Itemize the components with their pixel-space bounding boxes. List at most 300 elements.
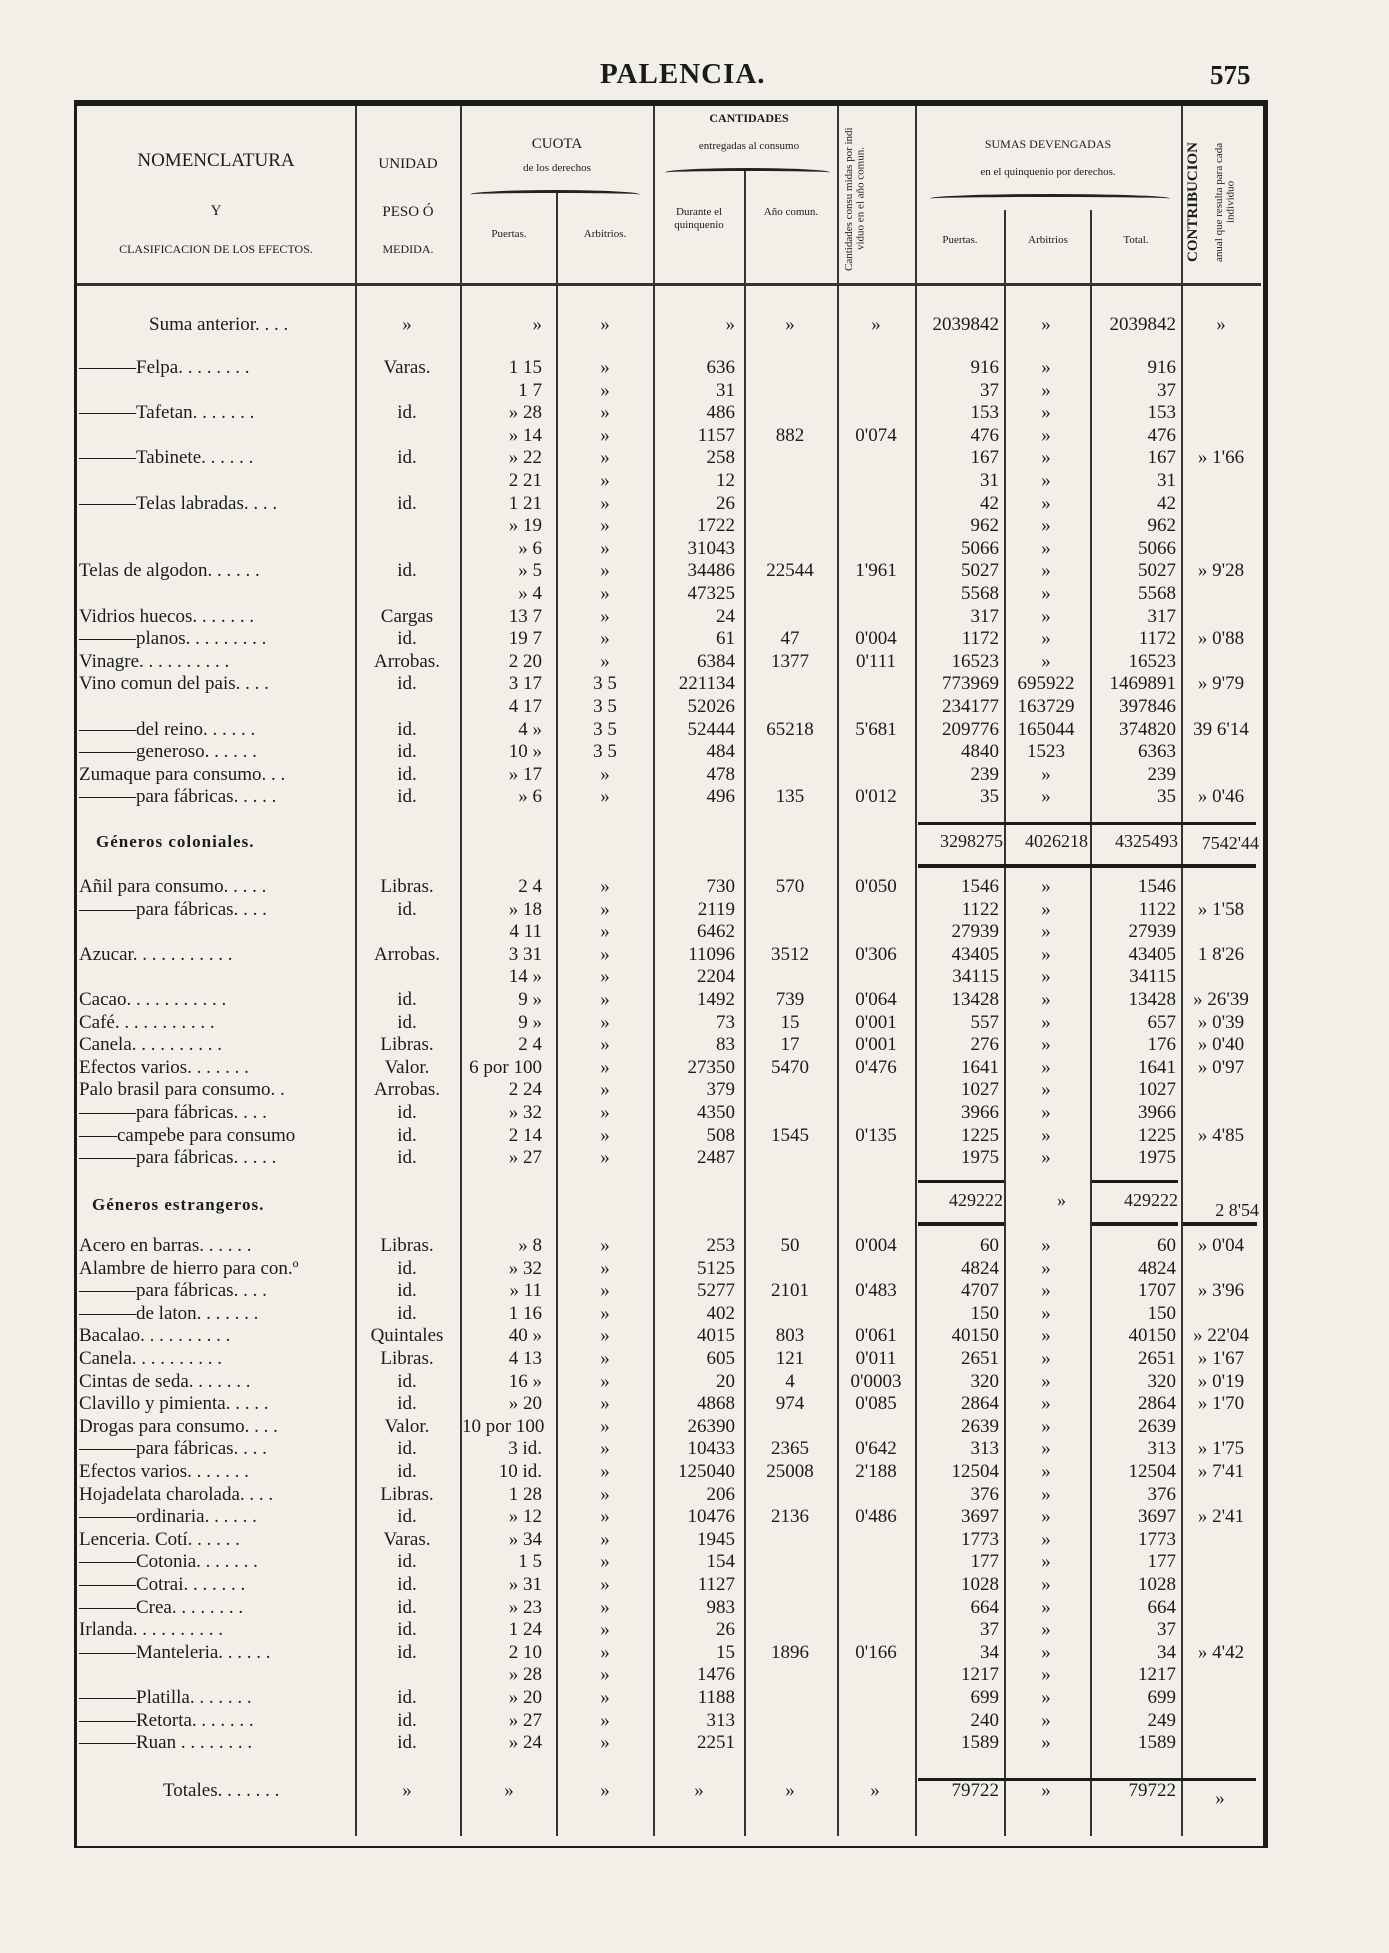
row-sumas-total: 37	[1157, 1619, 1176, 1640]
row-cuota-arbitrios: »	[600, 583, 610, 604]
row-sumas-puertas: 60	[980, 1235, 999, 1256]
row-unit: id.	[397, 786, 417, 807]
row-sumas-total: 12504	[1128, 1461, 1176, 1482]
row-sumas-total: 13428	[1128, 989, 1176, 1010]
table-row	[77, 1280, 1261, 1302]
row-durante-quinquenio: 258	[706, 447, 735, 468]
row-cuota-puertas: » 19	[508, 515, 542, 536]
row-sumas-arbitrios: »	[1041, 1102, 1051, 1123]
row-sumas-total: 249	[1147, 1710, 1176, 1731]
header-cuota: CUOTA	[531, 136, 583, 152]
row-sumas-total: 916	[1147, 357, 1176, 378]
table-row	[77, 1258, 1261, 1280]
row-sumas-total: 313	[1147, 1438, 1176, 1459]
row-sumas-total: 1975	[1138, 1147, 1176, 1168]
row-sumas-arbitrios: »	[1041, 1147, 1051, 1168]
row-name: ———para fábricas. . . .	[79, 1438, 267, 1459]
row-contribucion: » 4'85	[1197, 1125, 1245, 1146]
row-durante-quinquenio: 1127	[697, 1574, 735, 1595]
table-row	[77, 1664, 1261, 1686]
row-sumas-arbitrios: »	[1041, 651, 1051, 672]
row-unit: id.	[397, 673, 417, 694]
table-row	[77, 1687, 1261, 1709]
row-name: Cintas de seda. . . . . . .	[79, 1371, 251, 1392]
row-unit: Quintales	[370, 1325, 444, 1346]
row-sumas-arbitrios: 163729	[1017, 696, 1075, 717]
row-unit: Valor.	[384, 1416, 430, 1437]
row-sumas-arbitrios: »	[1041, 314, 1051, 335]
row-durante-quinquenio: 253	[706, 1235, 735, 1256]
table-row	[77, 583, 1261, 605]
header-peso: PESO Ó	[382, 204, 434, 220]
header-cuota-arbitrios: Arbitrios.	[583, 228, 627, 240]
row-contribucion: » 1'75	[1197, 1438, 1245, 1459]
row-name: ———de laton. . . . . . .	[79, 1303, 259, 1324]
table-row	[77, 628, 1261, 650]
row-por-individuo: 2'188	[855, 1461, 897, 1482]
row-name: ———Platilla. . . . . . .	[79, 1687, 252, 1708]
row-name: ———para fábricas. . . . .	[79, 786, 277, 807]
row-durante-quinquenio: 206	[706, 1484, 735, 1505]
row-name: ———Ruan . . . . . . . .	[79, 1732, 253, 1753]
row-cuota-arbitrios: 3 5	[593, 741, 617, 762]
row-durante-quinquenio: 73	[716, 1012, 735, 1033]
table-row	[77, 493, 1261, 515]
row-unit: Varas.	[383, 357, 431, 378]
row-sumas-total: 1589	[1138, 1732, 1176, 1753]
row-por-individuo: 0'483	[855, 1280, 897, 1301]
row-sumas-arbitrios: »	[1041, 786, 1051, 807]
row-sumas-puertas: 1975	[961, 1147, 999, 1168]
row-cuota-arbitrios: »	[600, 314, 610, 335]
table-row	[77, 989, 1261, 1011]
row-cuota-puertas: 1 28	[508, 1484, 542, 1505]
row-durante-quinquenio: 2204	[697, 966, 735, 987]
row-sumas-puertas: 4707	[961, 1280, 999, 1301]
row-name: Lenceria. Cotí. . . . . .	[79, 1529, 240, 1550]
row-name: ———Felpa. . . . . . . .	[79, 357, 250, 378]
row-por-individuo: 0'064	[855, 989, 897, 1010]
row-cuota-puertas: 3 id.	[508, 1438, 542, 1459]
row-unit: id.	[397, 719, 417, 740]
row-sumas-puertas: 167	[970, 447, 999, 468]
row-contribucion: » 1'70	[1197, 1393, 1245, 1414]
row-durante-quinquenio: 26390	[687, 1416, 735, 1437]
row-cuota-puertas: » 27	[508, 1710, 542, 1731]
row-sumas-arbitrios: »	[1041, 1348, 1051, 1369]
header-contribucion: CONTRIBUCION	[1185, 142, 1201, 263]
table-row	[77, 1012, 1261, 1034]
row-sumas-total: 40150	[1128, 1325, 1176, 1346]
row-anio-comun: 2136	[771, 1506, 809, 1527]
row-unit: id.	[397, 1506, 417, 1527]
totals-contribucion: »	[1215, 1788, 1225, 1809]
row-por-individuo: 0'001	[855, 1034, 897, 1055]
row-name: ———Crea. . . . . . . .	[79, 1597, 244, 1618]
row-sumas-puertas: 276	[970, 1034, 999, 1055]
row-sumas-total: 317	[1147, 606, 1176, 627]
table-row	[77, 764, 1261, 786]
row-sumas-total: 2651	[1138, 1348, 1176, 1369]
row-por-individuo: 0'074	[855, 425, 897, 446]
row-por-individuo: 0'135	[855, 1125, 897, 1146]
row-sumas-arbitrios: »	[1041, 1529, 1051, 1550]
row-cuota-puertas: » 20	[508, 1393, 542, 1414]
row-name: Hojadelata charolada. . . .	[79, 1484, 274, 1505]
subtotal-rule	[1092, 1180, 1178, 1183]
table-row	[77, 876, 1261, 898]
row-name: ———para fábricas. . . . .	[79, 1147, 277, 1168]
totals-individuo: »	[870, 1780, 880, 1801]
row-contribucion: 39 6'14	[1193, 719, 1249, 740]
table-row	[77, 515, 1261, 537]
row-sumas-arbitrios: »	[1041, 493, 1051, 514]
row-sumas-puertas: 1122	[961, 899, 999, 920]
row-unit: id.	[397, 989, 417, 1010]
row-sumas-arbitrios: »	[1041, 1642, 1051, 1663]
row-unit: Cargas	[380, 606, 434, 627]
row-name: Irlanda. . . . . . . . . .	[79, 1619, 224, 1640]
row-unit: id.	[397, 1125, 417, 1146]
table-row	[77, 1710, 1261, 1732]
row-sumas-puertas: 962	[970, 515, 999, 536]
page-number: 575	[1210, 60, 1251, 90]
row-sumas-arbitrios: »	[1041, 425, 1051, 446]
row-unit: id.	[397, 899, 417, 920]
row-cuota-arbitrios: »	[600, 425, 610, 446]
row-unit: Arrobas.	[374, 944, 440, 965]
row-cuota-puertas: » 34	[508, 1529, 542, 1550]
row-sumas-total: 1028	[1138, 1574, 1176, 1595]
row-sumas-puertas: 150	[970, 1303, 999, 1324]
row-sumas-total: 2864	[1138, 1393, 1176, 1414]
row-contribucion: » 0'46	[1197, 786, 1245, 807]
row-sumas-arbitrios: 165044	[1017, 719, 1075, 740]
row-sumas-puertas: 1027	[961, 1079, 999, 1100]
totals-cuota-puertas: »	[504, 1780, 514, 1801]
row-durante-quinquenio: 20	[716, 1371, 735, 1392]
row-sumas-puertas: 2039842	[932, 314, 999, 335]
row-cuota-puertas: » 6	[518, 538, 542, 559]
row-sumas-puertas: 3966	[961, 1102, 999, 1123]
row-cuota-puertas: 1 15	[508, 357, 542, 378]
row-sumas-total: 27939	[1128, 921, 1176, 942]
row-sumas-total: 657	[1147, 1012, 1176, 1033]
row-sumas-total: 6363	[1138, 741, 1176, 762]
row-sumas-total: 16523	[1128, 651, 1176, 672]
totals-row	[77, 1780, 1261, 1809]
row-cuota-arbitrios: »	[600, 876, 610, 897]
row-por-individuo: 0'050	[855, 876, 897, 897]
row-sumas-arbitrios: »	[1041, 470, 1051, 491]
row-sumas-total: 34115	[1129, 966, 1176, 987]
table-row	[77, 1551, 1261, 1573]
row-sumas-total: 43405	[1128, 944, 1176, 965]
row-contribucion: » 1'66	[1197, 447, 1245, 468]
row-contribucion: »	[1216, 314, 1226, 335]
page-header	[0, 58, 1389, 92]
row-por-individuo: 0'642	[855, 1438, 897, 1459]
row-durante-quinquenio: 4350	[697, 1102, 735, 1123]
row-sumas-puertas: 5027	[961, 560, 999, 581]
row-name: Clavillo y pimienta. . . . .	[79, 1393, 269, 1414]
row-cuota-arbitrios: »	[600, 1012, 610, 1033]
row-sumas-puertas: 317	[970, 606, 999, 627]
row-cuota-puertas: » 8	[518, 1235, 542, 1256]
header-cuota-sub: de los derechos	[523, 162, 591, 174]
table-row	[77, 1597, 1261, 1619]
row-anio-comun: 570	[775, 876, 805, 897]
row-cuota-arbitrios: »	[600, 447, 610, 468]
row-sumas-arbitrios: »	[1041, 1732, 1051, 1753]
row-sumas-total: 37	[1157, 380, 1176, 401]
row-name: ———para fábricas. . . .	[79, 899, 267, 920]
row-cuota-arbitrios: »	[600, 1034, 610, 1055]
row-name: Palo brasil para consumo. .	[79, 1079, 285, 1100]
row-cuota-arbitrios: 3 5	[593, 719, 617, 740]
row-cuota-puertas: 13 7	[508, 606, 542, 627]
row-durante-quinquenio: 2487	[697, 1147, 735, 1168]
row-unit: Libras.	[380, 1484, 434, 1505]
row-cuota-puertas: 10 por 100	[462, 1416, 545, 1437]
row-sumas-arbitrios: »	[1041, 1393, 1051, 1414]
row-unit: id.	[397, 493, 417, 514]
row-cuota-arbitrios: »	[600, 1574, 610, 1595]
row-sumas-puertas: 42	[980, 493, 999, 514]
row-durante-quinquenio: 4015	[697, 1325, 735, 1346]
row-durante-quinquenio: 484	[706, 741, 735, 762]
row-name: Vidrios huecos. . . . . . .	[79, 606, 255, 627]
row-cuota-arbitrios: »	[600, 1461, 610, 1482]
row-sumas-total: 31	[1157, 470, 1176, 491]
row-unit: id.	[397, 764, 417, 785]
row-cuota-arbitrios: »	[600, 1597, 610, 1618]
row-contribucion: » 26'39	[1193, 989, 1249, 1010]
row-durante-quinquenio: 11096	[688, 944, 735, 965]
header-sumas: SUMAS DEVENGADAS	[984, 137, 1112, 151]
table-row	[77, 1484, 1261, 1506]
row-name: Añil para consumo. . . . .	[79, 876, 267, 897]
row-unit: id.	[397, 1597, 417, 1618]
row-cuota-puertas: 2 4	[518, 1034, 542, 1055]
row-contribucion: » 7'41	[1197, 1461, 1245, 1482]
row-sumas-puertas: 376	[970, 1484, 999, 1505]
row-cuota-puertas: 2 14	[508, 1125, 542, 1146]
row-contribucion: » 0'19	[1197, 1371, 1245, 1392]
row-unit: id.	[397, 1012, 417, 1033]
row-por-individuo: 0'476	[855, 1057, 897, 1078]
row-cuota-puertas: » 17	[508, 764, 542, 785]
subtotal-coloniales-total: 4325493	[1115, 831, 1178, 851]
table-row	[77, 402, 1261, 424]
row-cuota-arbitrios: »	[600, 1642, 610, 1663]
table-row	[77, 673, 1261, 695]
row-durante-quinquenio: 10476	[687, 1506, 735, 1527]
row-sumas-arbitrios: »	[1041, 606, 1051, 627]
row-unit: Libras.	[380, 1348, 434, 1369]
header-rule	[77, 283, 1261, 286]
row-name: ———ordinaria. . . . . .	[79, 1506, 257, 1527]
row-por-individuo: 0'011	[855, 1348, 897, 1369]
row-name: ———Telas labradas. . . .	[79, 493, 278, 514]
row-name: Cacao. . . . . . . . . . .	[79, 989, 227, 1010]
row-durante-quinquenio: 605	[706, 1348, 735, 1369]
row-sumas-puertas: 5066	[961, 538, 999, 559]
subtotal-estrangeros-contrib: 2 8'54	[1215, 1200, 1259, 1220]
row-sumas-arbitrios: »	[1041, 1258, 1051, 1279]
row-durante-quinquenio: 83	[716, 1034, 735, 1055]
row-sumas-puertas: 320	[970, 1371, 999, 1392]
row-cuota-arbitrios: »	[600, 921, 610, 942]
table-row	[77, 921, 1261, 943]
row-cuota-puertas: » 24	[508, 1732, 542, 1753]
row-cuota-arbitrios: »	[600, 1393, 610, 1414]
row-name: ———generoso. . . . . .	[79, 741, 257, 762]
row-durante-quinquenio: 61	[716, 628, 735, 649]
row-contribucion: » 9'28	[1197, 560, 1245, 581]
row-anio-comun: 17	[780, 1034, 800, 1055]
row-durante-quinquenio: 379	[706, 1079, 735, 1100]
row-durante-quinquenio: 983	[706, 1597, 735, 1618]
subtotal-rule	[918, 822, 1256, 825]
subtotal-coloniales-arbitrios: 4026218	[1025, 831, 1088, 851]
row-cuota-puertas: 10 id.	[498, 1461, 542, 1482]
row-sumas-puertas: 1028	[961, 1574, 999, 1595]
row-sumas-puertas: 1225	[961, 1125, 999, 1146]
row-por-individuo: 0'004	[855, 628, 897, 649]
row-contribucion: » 2'41	[1197, 1506, 1245, 1527]
row-name: Café. . . . . . . . . . .	[79, 1012, 215, 1033]
row-cuota-arbitrios: »	[600, 515, 610, 536]
table-row	[77, 719, 1261, 741]
row-cuota-puertas: 2 4	[518, 876, 542, 897]
row-durante-quinquenio: 24	[716, 606, 735, 627]
row-por-individuo: 0'085	[855, 1393, 897, 1414]
row-sumas-puertas: 664	[970, 1597, 999, 1618]
row-cuota-arbitrios: »	[600, 1710, 610, 1731]
row-sumas-puertas: 34115	[952, 966, 999, 987]
row-sumas-puertas: 5568	[961, 583, 999, 604]
table-row	[77, 1057, 1261, 1079]
row-cuota-puertas: 3 17	[508, 673, 542, 694]
totals-sumas-puertas: 79722	[951, 1780, 999, 1801]
row-sumas-total: 397846	[1119, 696, 1176, 717]
header-cuota-puertas: Puertas.	[491, 228, 527, 240]
row-sumas-puertas: 4840	[961, 741, 999, 762]
row-sumas-arbitrios: »	[1041, 1125, 1051, 1146]
row-cuota-puertas: » 31	[508, 1574, 542, 1595]
row-cuota-puertas: 2 20	[508, 651, 542, 672]
row-cuota-arbitrios: »	[600, 1102, 610, 1123]
row-unit: id.	[397, 560, 417, 581]
row-durante-quinquenio: 26	[716, 493, 735, 514]
row-sumas-puertas: 1217	[961, 1664, 999, 1685]
totals-label: Totales. . . . . . .	[163, 1780, 280, 1801]
row-anio-comun: 15	[780, 1012, 800, 1033]
subtotal-rule	[1183, 1222, 1257, 1226]
row-name: ———Tabinete. . . . . .	[79, 447, 254, 468]
row-unit: id.	[397, 1687, 417, 1708]
table-row	[77, 786, 1261, 808]
row-name: ———Manteleria. . . . . .	[79, 1642, 271, 1663]
row-unit: Libras.	[380, 876, 434, 897]
row-sumas-puertas: 2651	[961, 1348, 999, 1369]
row-sumas-total: 5568	[1138, 583, 1176, 604]
row-sumas-arbitrios: »	[1041, 1484, 1051, 1505]
row-unit: Libras.	[380, 1235, 434, 1256]
row-cuota-arbitrios: »	[600, 1057, 610, 1078]
row-durante-quinquenio: 313	[706, 1710, 735, 1731]
row-sumas-arbitrios: »	[1041, 1438, 1051, 1459]
table-row	[77, 1393, 1261, 1415]
row-unit: Libras.	[380, 1034, 434, 1055]
row-unit: id.	[397, 447, 417, 468]
row-cuota-arbitrios: »	[600, 380, 610, 401]
row-sumas-arbitrios: 1523	[1027, 741, 1065, 762]
row-anio-comun: 25008	[766, 1461, 814, 1482]
row-name: Telas de algodon. . . . . .	[79, 560, 260, 581]
row-unit: id.	[397, 1102, 417, 1123]
row-cuota-puertas: » 5	[518, 560, 542, 581]
row-sumas-total: 34	[1157, 1642, 1176, 1663]
row-cuota-arbitrios: »	[600, 628, 610, 649]
row-durante-quinquenio: 1945	[697, 1529, 735, 1550]
table-row	[77, 425, 1261, 447]
row-por-individuo: 0'001	[855, 1012, 897, 1033]
row-durante-quinquenio: 12	[716, 470, 735, 491]
row-por-individuo: 5'681	[855, 719, 897, 740]
row-sumas-arbitrios: »	[1041, 921, 1051, 942]
row-name: ———del reino. . . . . .	[79, 719, 256, 740]
row-sumas-total: 1707	[1138, 1280, 1176, 1301]
row-sumas-puertas: 1641	[961, 1057, 999, 1078]
row-name: Canela. . . . . . . . . .	[79, 1348, 223, 1369]
row-sumas-total: 374820	[1119, 719, 1176, 740]
row-unit: id.	[397, 1258, 417, 1279]
row-sumas-puertas: 34	[980, 1642, 999, 1663]
row-name: Efectos varios. . . . . . .	[79, 1461, 249, 1482]
row-sumas-total: 3966	[1138, 1102, 1176, 1123]
row-anio-comun: 2101	[771, 1280, 809, 1301]
row-sumas-total: 167	[1147, 447, 1176, 468]
row-por-individuo: 0'486	[855, 1506, 897, 1527]
table-row	[77, 1235, 1261, 1257]
table-row	[77, 741, 1261, 763]
header-contribucion-sub: anual que resulta para cada individuo	[1213, 142, 1237, 262]
row-sumas-total: 476	[1147, 425, 1176, 446]
row-durante-quinquenio: 10433	[687, 1438, 735, 1459]
totals-cuota-arbitrios: »	[600, 1780, 610, 1801]
row-cuota-puertas: 6 por 100	[469, 1057, 542, 1078]
table-row	[77, 1506, 1261, 1528]
row-cuota-puertas: 1 16	[508, 1303, 542, 1324]
table-row	[77, 447, 1261, 469]
row-sumas-puertas: 209776	[942, 719, 999, 740]
header-brace	[930, 194, 1170, 203]
row-sumas-arbitrios: »	[1041, 764, 1051, 785]
row-sumas-arbitrios: »	[1041, 944, 1051, 965]
row-sumas-puertas: 557	[970, 1012, 999, 1033]
row-cuota-puertas: » 18	[508, 899, 542, 920]
row-sumas-total: 239	[1147, 764, 1176, 785]
table-row	[77, 966, 1261, 988]
table-row	[77, 1529, 1261, 1551]
row-anio-comun: 50	[780, 1235, 800, 1256]
row-sumas-arbitrios: »	[1041, 876, 1051, 897]
row-anio-comun: 739	[775, 989, 805, 1010]
row-unit: id.	[397, 1280, 417, 1301]
row-durante-quinquenio: 1492	[697, 989, 735, 1010]
